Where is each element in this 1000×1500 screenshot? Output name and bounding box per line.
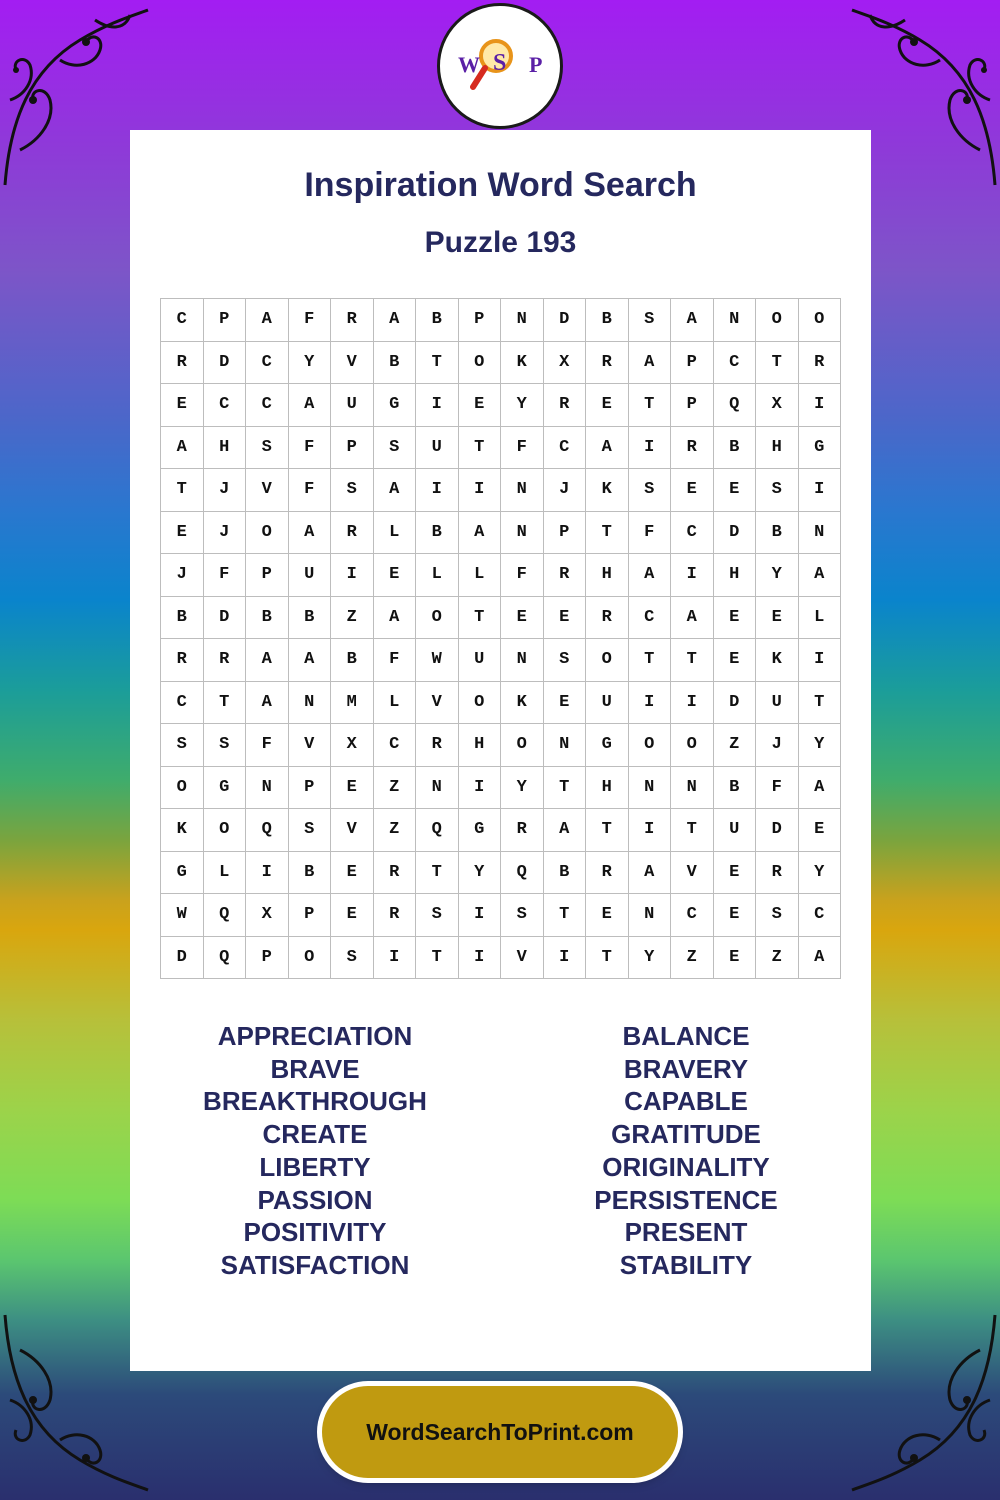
grid-cell[interactable]: B (374, 342, 417, 385)
grid-cell[interactable]: R (799, 342, 842, 385)
grid-cell[interactable]: E (374, 554, 417, 597)
grid-cell[interactable]: T (671, 809, 714, 852)
grid-cell[interactable]: R (161, 639, 204, 682)
grid-cell[interactable]: E (714, 639, 757, 682)
grid-cell[interactable]: N (501, 299, 544, 342)
grid-cell[interactable]: N (671, 767, 714, 810)
grid-cell[interactable]: T (756, 342, 799, 385)
grid-cell[interactable]: S (331, 937, 374, 980)
grid-cell[interactable]: H (714, 554, 757, 597)
grid-cell[interactable]: T (204, 682, 247, 725)
grid-cell[interactable]: B (714, 427, 757, 470)
grid-cell[interactable]: R (586, 597, 629, 640)
grid-cell[interactable]: R (501, 809, 544, 852)
flourish-icon (850, 1310, 1000, 1500)
grid-cell[interactable]: R (586, 342, 629, 385)
grid-cell[interactable]: R (374, 852, 417, 895)
grid-cell[interactable]: C (246, 342, 289, 385)
grid-cell[interactable]: Z (756, 937, 799, 980)
grid-cell[interactable]: T (544, 894, 587, 937)
grid-cell[interactable]: B (161, 597, 204, 640)
grid-cell[interactable]: G (374, 384, 417, 427)
grid-cell[interactable]: J (756, 724, 799, 767)
grid-cell[interactable]: S (629, 299, 672, 342)
grid-cell[interactable]: J (544, 469, 587, 512)
puzzle-title: Inspiration Word Search (304, 166, 697, 204)
grid-cell[interactable]: I (544, 937, 587, 980)
grid-cell[interactable]: C (161, 299, 204, 342)
grid-cell[interactable]: E (714, 894, 757, 937)
grid-cell[interactable]: I (416, 469, 459, 512)
grid-cell[interactable]: K (756, 639, 799, 682)
grid-cell[interactable]: O (289, 937, 332, 980)
grid-cell[interactable]: B (756, 512, 799, 555)
grid-cell[interactable]: R (544, 554, 587, 597)
puzzle-card (130, 130, 871, 1371)
grid-cell[interactable]: Q (416, 809, 459, 852)
grid-cell[interactable]: L (799, 597, 842, 640)
grid-cell[interactable]: S (374, 427, 417, 470)
word-item: PERSISTENCE (594, 1184, 778, 1215)
grid-cell[interactable]: Z (331, 597, 374, 640)
grid-cell[interactable]: F (246, 724, 289, 767)
grid-cell[interactable]: T (586, 512, 629, 555)
grid-cell[interactable]: N (416, 767, 459, 810)
grid-cell[interactable]: B (416, 299, 459, 342)
grid-cell[interactable]: T (629, 384, 672, 427)
grid-cell[interactable]: A (799, 554, 842, 597)
grid-cell[interactable]: P (246, 937, 289, 980)
flourish-icon (850, 0, 1000, 190)
grid-cell[interactable]: N (544, 724, 587, 767)
grid-cell[interactable]: I (331, 554, 374, 597)
word-item: PASSION (257, 1184, 373, 1215)
logo-badge (446, 12, 554, 120)
logo-letter-w: W (458, 52, 480, 77)
grid-cell[interactable]: A (671, 299, 714, 342)
grid-cell[interactable]: D (714, 682, 757, 725)
grid-cell[interactable]: N (501, 639, 544, 682)
grid-cell[interactable]: H (459, 724, 502, 767)
grid-cell[interactable]: C (629, 597, 672, 640)
grid-cell[interactable]: D (756, 809, 799, 852)
grid-cell[interactable]: E (459, 384, 502, 427)
grid-cell[interactable]: D (204, 597, 247, 640)
grid-cell[interactable]: E (714, 852, 757, 895)
grid-cell[interactable]: A (544, 809, 587, 852)
grid-cell[interactable]: O (629, 724, 672, 767)
grid-cell[interactable]: Y (289, 342, 332, 385)
grid-cell[interactable]: R (204, 639, 247, 682)
grid-cell[interactable]: Q (714, 384, 757, 427)
grid-cell[interactable]: E (586, 384, 629, 427)
grid-cell[interactable]: A (629, 852, 672, 895)
grid-cell[interactable]: O (756, 299, 799, 342)
grid-cell[interactable]: O (501, 724, 544, 767)
grid-cell[interactable]: Y (799, 724, 842, 767)
word-item: POSITIVITY (243, 1217, 387, 1248)
grid-cell[interactable]: F (501, 554, 544, 597)
ornament-top-left (0, 0, 150, 190)
grid-cell[interactable]: L (459, 554, 502, 597)
grid-cell[interactable]: R (331, 299, 374, 342)
grid-cell[interactable]: I (459, 894, 502, 937)
grid-cell[interactable]: N (501, 512, 544, 555)
grid-cell[interactable]: P (331, 427, 374, 470)
word-item: CREATE (262, 1119, 368, 1150)
grid-cell[interactable]: P (246, 554, 289, 597)
grid-cell[interactable]: B (289, 852, 332, 895)
grid-cell[interactable]: X (756, 384, 799, 427)
grid-cell[interactable]: V (289, 724, 332, 767)
grid-cell[interactable]: T (544, 767, 587, 810)
grid-cell[interactable]: E (331, 852, 374, 895)
grid-cell[interactable]: A (374, 597, 417, 640)
grid-cell[interactable]: E (671, 469, 714, 512)
word-item: BALANCE (622, 1021, 750, 1051)
grid-cell[interactable]: C (544, 427, 587, 470)
grid-cell[interactable]: Z (374, 767, 417, 810)
grid-cell[interactable]: S (756, 894, 799, 937)
grid-cell[interactable]: G (161, 852, 204, 895)
grid-cell[interactable]: S (629, 469, 672, 512)
grid-cell[interactable]: X (246, 894, 289, 937)
grid-cell[interactable]: R (671, 427, 714, 470)
grid-cell[interactable]: P (459, 299, 502, 342)
grid-cell[interactable]: R (331, 512, 374, 555)
grid-cell[interactable]: X (544, 342, 587, 385)
grid-cell[interactable]: D (204, 342, 247, 385)
grid-cell[interactable]: S (331, 469, 374, 512)
grid-cell[interactable]: E (799, 809, 842, 852)
logo-letter-s: S (493, 50, 507, 76)
grid-cell[interactable]: I (629, 809, 672, 852)
logo-letter-p: P (529, 52, 543, 77)
grid-cell[interactable]: H (586, 554, 629, 597)
grid-cell[interactable]: F (756, 767, 799, 810)
grid-cell[interactable]: Y (459, 852, 502, 895)
grid-cell[interactable]: P (544, 512, 587, 555)
grid-cell[interactable]: B (416, 512, 459, 555)
grid-cell[interactable]: G (799, 427, 842, 470)
grid-cell[interactable]: T (416, 342, 459, 385)
grid-cell[interactable]: V (671, 852, 714, 895)
grid-cell[interactable]: I (246, 852, 289, 895)
grid-cell[interactable]: E (544, 597, 587, 640)
grid-cell[interactable]: Y (501, 767, 544, 810)
grid-cell[interactable]: I (629, 682, 672, 725)
grid-cell[interactable]: M (331, 682, 374, 725)
grid-cell[interactable]: R (586, 852, 629, 895)
grid-cell[interactable]: G (204, 767, 247, 810)
grid-cell[interactable]: S (756, 469, 799, 512)
grid-cell[interactable]: P (289, 767, 332, 810)
grid-cell[interactable]: P (671, 384, 714, 427)
grid-cell[interactable]: Z (671, 937, 714, 980)
puzzle-number: Puzzle 193 (424, 226, 577, 259)
grid-cell[interactable]: O (161, 767, 204, 810)
grid-cell[interactable]: O (204, 809, 247, 852)
grid-cell[interactable]: N (629, 894, 672, 937)
grid-cell[interactable]: K (586, 469, 629, 512)
ornament-bottom-left (0, 1310, 150, 1500)
word-item: ORIGINALITY (602, 1151, 770, 1182)
grid-cell[interactable]: J (204, 469, 247, 512)
grid-cell[interactable]: F (374, 639, 417, 682)
grid-cell[interactable]: E (714, 937, 757, 980)
grid-cell[interactable]: S (289, 809, 332, 852)
grid-cell[interactable]: I (799, 469, 842, 512)
grid-cell[interactable]: O (416, 597, 459, 640)
grid-cell[interactable]: L (416, 554, 459, 597)
grid-cell[interactable]: A (629, 554, 672, 597)
grid-cell[interactable]: A (246, 639, 289, 682)
grid-cell[interactable]: E (544, 682, 587, 725)
grid-cell[interactable]: R (756, 852, 799, 895)
grid-cell[interactable]: N (799, 512, 842, 555)
grid-cell[interactable]: S (544, 639, 587, 682)
grid-cell[interactable]: E (501, 597, 544, 640)
grid-cell[interactable]: R (161, 342, 204, 385)
grid-cell[interactable]: H (586, 767, 629, 810)
ornament-bottom-right (850, 1310, 1000, 1500)
word-item: GRATITUDE (611, 1119, 761, 1150)
grid-cell[interactable]: U (289, 554, 332, 597)
grid-cell[interactable]: R (416, 724, 459, 767)
grid-cell[interactable]: C (799, 894, 842, 937)
grid-cell[interactable]: W (161, 894, 204, 937)
grid-cell[interactable]: A (629, 342, 672, 385)
grid-cell[interactable]: S (161, 724, 204, 767)
grid-cell[interactable]: U (756, 682, 799, 725)
grid-cell[interactable]: E (331, 767, 374, 810)
grid-cell[interactable]: K (501, 682, 544, 725)
website-label: WordSearchToPrint.com (366, 1418, 634, 1445)
grid-cell[interactable]: T (629, 639, 672, 682)
grid-cell[interactable]: Z (714, 724, 757, 767)
word-item: APPRECIATION (217, 1021, 413, 1051)
grid-cell[interactable]: P (289, 894, 332, 937)
grid-cell[interactable]: I (671, 682, 714, 725)
grid-cell[interactable]: C (374, 724, 417, 767)
word-list (130, 1020, 871, 1290)
grid-cell[interactable]: S (204, 724, 247, 767)
grid-cell[interactable]: Q (204, 894, 247, 937)
website-button[interactable] (322, 1386, 678, 1478)
letter-grid[interactable] (160, 298, 841, 979)
grid-cell[interactable]: K (161, 809, 204, 852)
grid-cell[interactable]: F (289, 427, 332, 470)
grid-cell[interactable]: O (586, 639, 629, 682)
grid-cell[interactable]: L (374, 512, 417, 555)
ornament-top-right (850, 0, 1000, 190)
grid-cell[interactable]: H (204, 427, 247, 470)
grid-cell[interactable]: S (416, 894, 459, 937)
grid-cell[interactable]: S (501, 894, 544, 937)
grid-cell[interactable]: B (331, 639, 374, 682)
grid-cell[interactable]: U (459, 639, 502, 682)
grid-cell[interactable]: L (374, 682, 417, 725)
grid-cell[interactable]: O (671, 724, 714, 767)
grid-cell[interactable]: T (459, 427, 502, 470)
grid-cell[interactable]: S (246, 427, 289, 470)
grid-cell[interactable]: U (416, 427, 459, 470)
grid-cell[interactable]: I (799, 639, 842, 682)
grid-cell[interactable]: T (459, 597, 502, 640)
grid-cell[interactable]: Y (629, 937, 672, 980)
grid-cell[interactable]: H (756, 427, 799, 470)
grid-cell[interactable]: B (714, 767, 757, 810)
grid-cell[interactable]: D (161, 937, 204, 980)
grid-cell[interactable]: E (331, 894, 374, 937)
grid-cell[interactable]: N (501, 469, 544, 512)
grid-cell[interactable]: E (161, 384, 204, 427)
grid-cell[interactable]: A (459, 512, 502, 555)
grid-cell[interactable]: N (714, 299, 757, 342)
grid-cell[interactable]: O (459, 342, 502, 385)
grid-cell[interactable]: O (246, 512, 289, 555)
grid-cell[interactable]: D (544, 299, 587, 342)
grid-cell[interactable]: A (374, 469, 417, 512)
flourish-icon (0, 0, 150, 190)
grid-cell[interactable]: Z (374, 809, 417, 852)
grid-cell[interactable]: P (204, 299, 247, 342)
grid-cell[interactable]: K (501, 342, 544, 385)
grid-cell[interactable]: N (289, 682, 332, 725)
grid-cell[interactable]: V (331, 342, 374, 385)
grid-cell[interactable]: I (459, 767, 502, 810)
flourish-icon (0, 1310, 150, 1500)
grid-cell[interactable]: E (161, 512, 204, 555)
grid-cell[interactable]: O (799, 299, 842, 342)
grid-cell[interactable]: F (629, 512, 672, 555)
site-logo[interactable] (437, 3, 563, 129)
grid-cell[interactable]: C (671, 512, 714, 555)
grid-cell[interactable]: F (501, 427, 544, 470)
grid-cell[interactable]: I (799, 384, 842, 427)
grid-cell[interactable]: L (204, 852, 247, 895)
grid-cell[interactable]: C (204, 384, 247, 427)
grid-cell[interactable]: E (756, 597, 799, 640)
grid-cell[interactable]: F (204, 554, 247, 597)
grid-cell[interactable]: V (246, 469, 289, 512)
grid-cell[interactable]: F (289, 469, 332, 512)
grid-cell[interactable]: J (204, 512, 247, 555)
grid-cell[interactable]: P (671, 342, 714, 385)
grid-cell[interactable]: T (161, 469, 204, 512)
grid-cell[interactable]: T (586, 937, 629, 980)
grid-cell[interactable]: A (799, 937, 842, 980)
grid-cell[interactable]: V (416, 682, 459, 725)
grid-cell[interactable]: A (586, 427, 629, 470)
word-item: CAPABLE (624, 1086, 748, 1117)
grid-cell[interactable]: J (161, 554, 204, 597)
grid-cell[interactable]: N (629, 767, 672, 810)
grid-cell[interactable]: E (586, 894, 629, 937)
grid-cell[interactable]: I (671, 554, 714, 597)
grid-cell[interactable]: X (331, 724, 374, 767)
grid-cell[interactable]: A (671, 597, 714, 640)
grid-cell[interactable]: Q (204, 937, 247, 980)
grid-cell[interactable]: Q (501, 852, 544, 895)
grid-cell[interactable]: U (331, 384, 374, 427)
grid-cell[interactable]: I (629, 427, 672, 470)
grid-cell[interactable]: V (331, 809, 374, 852)
grid-cell[interactable]: Y (501, 384, 544, 427)
grid-cell[interactable]: U (714, 809, 757, 852)
grid-cell[interactable]: D (714, 512, 757, 555)
grid-cell[interactable]: A (161, 427, 204, 470)
grid-cell[interactable]: A (289, 639, 332, 682)
grid-cell[interactable]: B (586, 299, 629, 342)
grid-cell[interactable]: I (459, 937, 502, 980)
grid-cell[interactable]: C (161, 682, 204, 725)
grid-cell[interactable]: C (714, 342, 757, 385)
grid-cell[interactable]: C (671, 894, 714, 937)
grid-cell[interactable]: A (246, 299, 289, 342)
grid-cell[interactable]: O (459, 682, 502, 725)
grid-cell[interactable]: I (459, 469, 502, 512)
word-item: STABILITY (619, 1249, 753, 1280)
grid-cell[interactable]: B (289, 597, 332, 640)
grid-cell[interactable]: E (714, 597, 757, 640)
grid-cell[interactable]: V (501, 937, 544, 980)
grid-cell[interactable]: W (416, 639, 459, 682)
word-item: SATISFACTION (220, 1249, 410, 1280)
grid-cell[interactable]: A (374, 299, 417, 342)
grid-cell[interactable]: Y (756, 554, 799, 597)
grid-cell[interactable]: G (586, 724, 629, 767)
word-list-left (130, 1020, 500, 1282)
grid-cell[interactable]: T (416, 937, 459, 980)
grid-cell[interactable]: Y (799, 852, 842, 895)
grid-cell[interactable]: B (544, 852, 587, 895)
word-item: BRAVERY (623, 1053, 749, 1084)
grid-cell[interactable]: T (671, 639, 714, 682)
grid-cell[interactable]: R (544, 384, 587, 427)
word-item: PRESENT (624, 1217, 748, 1248)
grid-cell[interactable]: T (586, 809, 629, 852)
grid-cell[interactable]: T (799, 682, 842, 725)
grid-cell[interactable]: A (799, 767, 842, 810)
grid-cell[interactable]: Q (246, 809, 289, 852)
grid-cell[interactable]: C (246, 384, 289, 427)
grid-cell[interactable]: R (374, 894, 417, 937)
grid-cell[interactable]: A (246, 682, 289, 725)
grid-cell[interactable]: A (289, 512, 332, 555)
word-item: BRAVE (270, 1053, 360, 1084)
grid-cell[interactable]: G (459, 809, 502, 852)
grid-cell[interactable]: F (289, 299, 332, 342)
grid-cell[interactable]: E (714, 469, 757, 512)
word-item: BREAKTHROUGH (203, 1086, 427, 1117)
grid-cell[interactable]: A (289, 384, 332, 427)
grid-cell[interactable]: B (246, 597, 289, 640)
grid-cell[interactable]: I (374, 937, 417, 980)
grid-cell[interactable]: U (586, 682, 629, 725)
word-list-right (501, 1020, 871, 1282)
grid-cell[interactable]: N (246, 767, 289, 810)
grid-cell[interactable]: I (416, 384, 459, 427)
word-item: LIBERTY (259, 1151, 371, 1182)
grid-cell[interactable]: T (416, 852, 459, 895)
